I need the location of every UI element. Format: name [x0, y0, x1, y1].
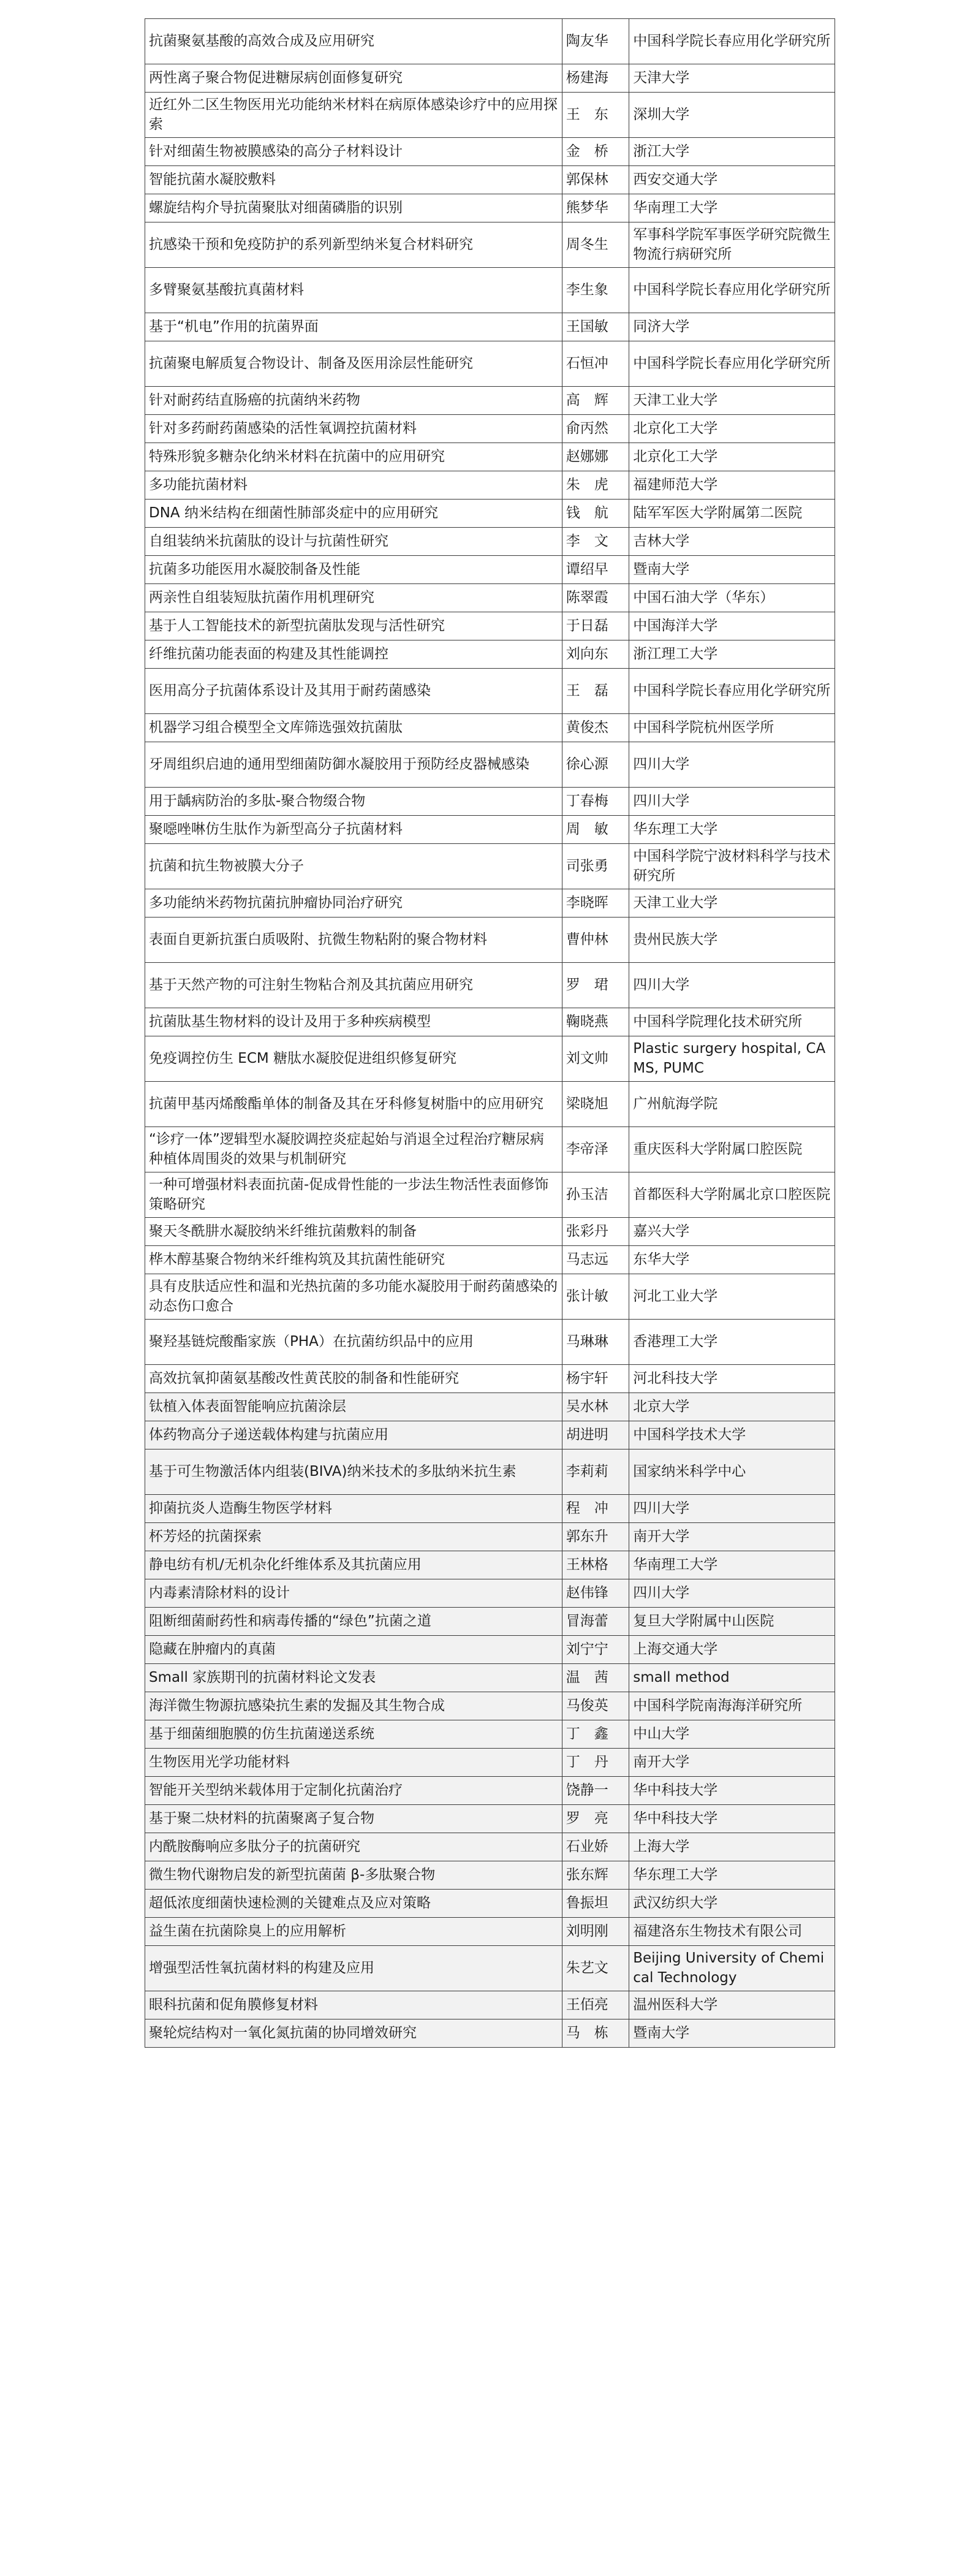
row-institution: 福建洛东生物技术有限公司 — [629, 1918, 835, 1946]
row-title: 免疫调控仿生 ECM 糖肽水凝胶促进组织修复研究 — [145, 1036, 562, 1082]
row-author: 李帝泽 — [562, 1127, 629, 1172]
row-institution: 中山大学 — [629, 1720, 835, 1749]
row-title: 抗菌聚电解质复合物设计、制备及医用涂层性能研究 — [145, 341, 562, 387]
row-title: 一种可增强材料表面抗菌-促成骨性能的一步法生物活性表面修饰策略研究 — [145, 1172, 562, 1218]
row-author: 程 冲 — [562, 1495, 629, 1523]
row-title: 多臂聚氨基酸抗真菌材料 — [145, 268, 562, 313]
row-author: 石恒冲 — [562, 341, 629, 387]
row-title: 增强型活性氧抗菌材料的构建及应用 — [145, 1946, 562, 1991]
row-author: 陶友华 — [562, 19, 629, 64]
table-row — [145, 1172, 835, 1218]
row-author: 李莉莉 — [562, 1449, 629, 1495]
row-author: 石业娇 — [562, 1833, 629, 1861]
table-row — [145, 1749, 835, 1777]
row-institution: 军事科学院军事医学研究院微生物流行病研究所 — [629, 222, 835, 268]
row-institution: 中国科学院宁波材料科学与技术研究所 — [629, 844, 835, 889]
row-author: 俞丙然 — [562, 415, 629, 443]
row-institution: 天津工业大学 — [629, 889, 835, 918]
table-row — [145, 1664, 835, 1692]
row-author: 温 茜 — [562, 1664, 629, 1692]
table-row — [145, 1008, 835, 1036]
row-institution: 中国科学院南海海洋研究所 — [629, 1692, 835, 1720]
table-row — [145, 918, 835, 963]
row-institution: 华中科技大学 — [629, 1777, 835, 1805]
row-author: 王林格 — [562, 1551, 629, 1579]
row-institution: 东华大学 — [629, 1246, 835, 1274]
table-row — [145, 528, 835, 556]
row-title: 阻断细菌耐药性和病毒传播的“绿色”抗菌之道 — [145, 1608, 562, 1636]
row-institution: 中国科学院长春应用化学研究所 — [629, 268, 835, 313]
table-row — [145, 556, 835, 584]
row-author: 郭东升 — [562, 1523, 629, 1551]
row-author: 刘文帅 — [562, 1036, 629, 1082]
table-row — [145, 963, 835, 1008]
table-row — [145, 640, 835, 669]
row-institution: 南开大学 — [629, 1749, 835, 1777]
row-author: 罗 珺 — [562, 963, 629, 1008]
table-row — [145, 1218, 835, 1246]
row-author: 刘向东 — [562, 640, 629, 669]
row-institution: 陆军军医大学附属第二医院 — [629, 500, 835, 528]
row-author: 曹仲林 — [562, 918, 629, 963]
row-institution: 浙江大学 — [629, 138, 835, 166]
table-row — [145, 93, 835, 138]
row-institution: 暨南大学 — [629, 2019, 835, 2048]
row-author: 谭绍早 — [562, 556, 629, 584]
row-author: 赵娜娜 — [562, 443, 629, 471]
table-row — [145, 471, 835, 500]
row-author: 张计敏 — [562, 1274, 629, 1320]
row-author: 杨建海 — [562, 64, 629, 93]
row-author: 冒海蕾 — [562, 1608, 629, 1636]
row-institution: 四川大学 — [629, 742, 835, 788]
table-row — [145, 1720, 835, 1749]
row-institution: 天津工业大学 — [629, 387, 835, 415]
row-title: DNA 纳米结构在细菌性肺部炎症中的应用研究 — [145, 500, 562, 528]
row-institution: Plastic surgery hospital, CAMS, PUMC — [629, 1036, 835, 1082]
row-institution: 四川大学 — [629, 1495, 835, 1523]
row-institution: 华东理工大学 — [629, 1861, 835, 1890]
row-institution: 四川大学 — [629, 1579, 835, 1608]
row-institution: 福建师范大学 — [629, 471, 835, 500]
row-title: 聚羟基链烷酸酯家族（PHA）在抗菌纺织品中的应用 — [145, 1320, 562, 1365]
row-institution: 重庆医科大学附属口腔医院 — [629, 1127, 835, 1172]
row-author: 金 桥 — [562, 138, 629, 166]
row-author: 马俊英 — [562, 1692, 629, 1720]
row-author: 周 敏 — [562, 816, 629, 844]
row-institution: 上海大学 — [629, 1833, 835, 1861]
table-body — [145, 19, 835, 2048]
table-row — [145, 1946, 835, 1991]
row-institution: 上海交通大学 — [629, 1636, 835, 1664]
row-institution: 天津大学 — [629, 64, 835, 93]
row-author: 熊梦华 — [562, 194, 629, 222]
row-author: 李晓晖 — [562, 889, 629, 918]
row-institution: 华东理工大学 — [629, 816, 835, 844]
table-row — [145, 714, 835, 742]
table-row — [145, 64, 835, 93]
row-author: 于日磊 — [562, 612, 629, 640]
row-title: “诊疗一体”逻辑型水凝胶调控炎症起始与消退全过程治疗糖尿病种植体周围炎的效果与机制研究 — [145, 1127, 562, 1172]
table-row — [145, 1393, 835, 1421]
row-title: 基于“机电”作用的抗菌界面 — [145, 313, 562, 341]
row-title: 抗菌肽基生物材料的设计及用于多种疾病模型 — [145, 1008, 562, 1036]
table-row — [145, 443, 835, 471]
row-author: 王佰亮 — [562, 1991, 629, 2019]
table-row — [145, 584, 835, 612]
row-title: 智能开关型纳米载体用于定制化抗菌治疗 — [145, 1777, 562, 1805]
row-institution: 浙江理工大学 — [629, 640, 835, 669]
row-institution: Beijing University of Chemical Technology — [629, 1946, 835, 1991]
row-institution: 复旦大学附属中山医院 — [629, 1608, 835, 1636]
row-title: 内毒素清除材料的设计 — [145, 1579, 562, 1608]
row-title: 多功能抗菌材料 — [145, 471, 562, 500]
table-row — [145, 1246, 835, 1274]
table-row — [145, 1127, 835, 1172]
row-title: 特殊形貌多糖杂化纳米材料在抗菌中的应用研究 — [145, 443, 562, 471]
row-title: 针对细菌生物被膜感染的高分子材料设计 — [145, 138, 562, 166]
row-title: 益生菌在抗菌除臭上的应用解析 — [145, 1918, 562, 1946]
row-author: 徐心源 — [562, 742, 629, 788]
table-row — [145, 1449, 835, 1495]
row-author: 马 栋 — [562, 2019, 629, 2048]
table-row — [145, 341, 835, 387]
row-author: 鲁振坦 — [562, 1890, 629, 1918]
row-title: 基于聚二炔材料的抗菌聚离子复合物 — [145, 1805, 562, 1833]
row-institution: 嘉兴大学 — [629, 1218, 835, 1246]
row-author: 马志远 — [562, 1246, 629, 1274]
table-row — [145, 268, 835, 313]
row-institution: small method — [629, 1664, 835, 1692]
row-title: 纤维抗菌功能表面的构建及其性能调控 — [145, 640, 562, 669]
row-author: 孙玉洁 — [562, 1172, 629, 1218]
row-title: 生物医用光学功能材料 — [145, 1749, 562, 1777]
row-author: 吴水林 — [562, 1393, 629, 1421]
table-row — [145, 500, 835, 528]
row-title: 抗感染干预和免疫防护的系列新型纳米复合材料研究 — [145, 222, 562, 268]
row-author: 丁 鑫 — [562, 1720, 629, 1749]
presentation-table — [145, 18, 835, 2048]
row-title: 基于天然产物的可注射生物粘合剂及其抗菌应用研究 — [145, 963, 562, 1008]
table-row — [145, 2019, 835, 2048]
row-institution: 暨南大学 — [629, 556, 835, 584]
row-title: 近红外二区生物医用光功能纳米材料在病原体感染诊疗中的应用探索 — [145, 93, 562, 138]
row-title: 针对多药耐药菌感染的活性氧调控抗菌材料 — [145, 415, 562, 443]
row-institution: 国家纳米科学中心 — [629, 1449, 835, 1495]
row-title: 针对耐药结直肠癌的抗菌纳米药物 — [145, 387, 562, 415]
row-author: 朱 虎 — [562, 471, 629, 500]
row-title: 海洋微生物源抗感染抗生素的发掘及其生物合成 — [145, 1692, 562, 1720]
row-author: 罗 亮 — [562, 1805, 629, 1833]
table-row — [145, 1036, 835, 1082]
row-institution: 南开大学 — [629, 1523, 835, 1551]
row-author: 丁春梅 — [562, 788, 629, 816]
row-author: 刘明刚 — [562, 1918, 629, 1946]
table-row — [145, 742, 835, 788]
row-author: 梁晓旭 — [562, 1082, 629, 1127]
row-author: 刘宁宁 — [562, 1636, 629, 1664]
row-title: 两性离子聚合物促进糖尿病创面修复研究 — [145, 64, 562, 93]
row-institution: 中国科学院理化技术研究所 — [629, 1008, 835, 1036]
row-institution: 北京化工大学 — [629, 415, 835, 443]
row-title: 微生物代谢物启发的新型抗菌菌 β-多肽聚合物 — [145, 1861, 562, 1890]
row-title: 聚天冬酰肼水凝胶纳米纤维抗菌敷料的制备 — [145, 1218, 562, 1246]
row-institution: 华中科技大学 — [629, 1805, 835, 1833]
table-row — [145, 415, 835, 443]
row-author: 饶静一 — [562, 1777, 629, 1805]
row-author: 钱 航 — [562, 500, 629, 528]
row-title: 聚噁唑啉仿生肽作为新型高分子抗菌材料 — [145, 816, 562, 844]
row-title: 两亲性自组装短肽抗菌作用机理研究 — [145, 584, 562, 612]
row-institution: 北京化工大学 — [629, 443, 835, 471]
row-title: 杯芳烃的抗菌探索 — [145, 1523, 562, 1551]
row-institution: 中国科学院杭州医学所 — [629, 714, 835, 742]
row-title: 钛植入体表面智能响应抗菌涂层 — [145, 1393, 562, 1421]
row-title: 抑菌抗炎人造酶生物医学材料 — [145, 1495, 562, 1523]
row-title: 隐藏在肿瘤内的真菌 — [145, 1636, 562, 1664]
table-row — [145, 788, 835, 816]
table-row — [145, 1636, 835, 1664]
row-title: 抗菌和抗生物被膜大分子 — [145, 844, 562, 889]
row-institution: 中国科学院长春应用化学研究所 — [629, 19, 835, 64]
row-title: Small 家族期刊的抗菌材料论文发表 — [145, 1664, 562, 1692]
row-institution: 温州医科大学 — [629, 1991, 835, 2019]
row-title: 高效抗氧抑菌氨基酸改性黄芪胶的制备和性能研究 — [145, 1365, 562, 1393]
table-row — [145, 1918, 835, 1946]
row-institution: 同济大学 — [629, 313, 835, 341]
table-row — [145, 1890, 835, 1918]
table-row — [145, 1421, 835, 1449]
row-institution: 中国科学院长春应用化学研究所 — [629, 341, 835, 387]
table-row — [145, 1320, 835, 1365]
table-row — [145, 844, 835, 889]
row-institution: 中国科学院长春应用化学研究所 — [629, 669, 835, 714]
row-author: 王 磊 — [562, 669, 629, 714]
table-row — [145, 1523, 835, 1551]
row-author: 高 辉 — [562, 387, 629, 415]
row-author: 张彩丹 — [562, 1218, 629, 1246]
table-row — [145, 816, 835, 844]
row-institution: 深圳大学 — [629, 93, 835, 138]
row-title: 螺旋结构介导抗菌聚肽对细菌磷脂的识别 — [145, 194, 562, 222]
table-row — [145, 1365, 835, 1393]
table-row — [145, 1551, 835, 1579]
row-institution: 西安交通大学 — [629, 166, 835, 194]
row-author: 赵伟锋 — [562, 1579, 629, 1608]
row-title: 医用高分子抗菌体系设计及其用于耐药菌感染 — [145, 669, 562, 714]
table-row — [145, 19, 835, 64]
table-row — [145, 1991, 835, 2019]
row-author: 马琳琳 — [562, 1320, 629, 1365]
row-author: 李生象 — [562, 268, 629, 313]
row-institution: 中国海洋大学 — [629, 612, 835, 640]
row-title: 基于可生物激活体内组装(BIVA)纳米技术的多肽纳米抗生素 — [145, 1449, 562, 1495]
table-row — [145, 1495, 835, 1523]
row-title: 抗菌甲基丙烯酸酯单体的制备及其在牙科修复树脂中的应用研究 — [145, 1082, 562, 1127]
row-author: 朱艺文 — [562, 1946, 629, 1991]
row-author: 郭保林 — [562, 166, 629, 194]
table-row — [145, 1082, 835, 1127]
row-title: 机器学习组合模型全文库筛选强效抗菌肽 — [145, 714, 562, 742]
row-author: 丁 丹 — [562, 1749, 629, 1777]
table-row — [145, 669, 835, 714]
row-institution: 华南理工大学 — [629, 1551, 835, 1579]
row-author: 王 东 — [562, 93, 629, 138]
row-title: 眼科抗菌和促角膜修复材料 — [145, 1991, 562, 2019]
row-title: 聚轮烷结构对一氧化氮抗菌的协同增效研究 — [145, 2019, 562, 2048]
table-row — [145, 166, 835, 194]
table-row — [145, 1608, 835, 1636]
row-title: 牙周组织启迪的通用型细菌防御水凝胶用于预防经皮器械感染 — [145, 742, 562, 788]
row-author: 杨宇轩 — [562, 1365, 629, 1393]
row-title: 用于龋病防治的多肽-聚合物缀合物 — [145, 788, 562, 816]
row-author: 司张勇 — [562, 844, 629, 889]
row-institution: 中国石油大学（华东） — [629, 584, 835, 612]
row-institution: 四川大学 — [629, 788, 835, 816]
row-institution: 吉林大学 — [629, 528, 835, 556]
row-title: 自组装纳米抗菌肽的设计与抗菌性研究 — [145, 528, 562, 556]
row-title: 桦木醇基聚合物纳米纤维构筑及其抗菌性能研究 — [145, 1246, 562, 1274]
row-title: 表面自更新抗蛋白质吸附、抗微生物粘附的聚合物材料 — [145, 918, 562, 963]
row-institution: 香港理工大学 — [629, 1320, 835, 1365]
table-row — [145, 1861, 835, 1890]
row-title: 抗菌聚氨基酸的高效合成及应用研究 — [145, 19, 562, 64]
row-institution: 武汉纺织大学 — [629, 1890, 835, 1918]
row-author: 王国敏 — [562, 313, 629, 341]
table-row — [145, 1833, 835, 1861]
row-institution: 河北工业大学 — [629, 1274, 835, 1320]
table-row — [145, 1805, 835, 1833]
table-row — [145, 138, 835, 166]
row-institution: 首都医科大学附属北京口腔医院 — [629, 1172, 835, 1218]
row-author: 胡进明 — [562, 1421, 629, 1449]
row-title: 基于人工智能技术的新型抗菌肽发现与活性研究 — [145, 612, 562, 640]
row-title: 智能抗菌水凝胶敷料 — [145, 166, 562, 194]
table-row — [145, 222, 835, 268]
row-title: 体药物高分子递送载体构建与抗菌应用 — [145, 1421, 562, 1449]
row-institution: 四川大学 — [629, 963, 835, 1008]
row-title: 基于细菌细胞膜的仿生抗菌递送系统 — [145, 1720, 562, 1749]
table-row — [145, 1274, 835, 1320]
row-title: 抗菌多功能医用水凝胶制备及性能 — [145, 556, 562, 584]
row-title: 内酰胺酶响应多肽分子的抗菌研究 — [145, 1833, 562, 1861]
row-institution: 华南理工大学 — [629, 194, 835, 222]
row-institution: 中国科学技术大学 — [629, 1421, 835, 1449]
table-row — [145, 1777, 835, 1805]
row-author: 黄俊杰 — [562, 714, 629, 742]
table-row — [145, 889, 835, 918]
row-author: 陈翠霞 — [562, 584, 629, 612]
table-row — [145, 612, 835, 640]
table-row — [145, 313, 835, 341]
row-title: 静电纺有机/无机杂化纤维体系及其抗菌应用 — [145, 1551, 562, 1579]
row-author: 鞠晓燕 — [562, 1008, 629, 1036]
table-row — [145, 1692, 835, 1720]
row-title: 具有皮肤适应性和温和光热抗菌的多功能水凝胶用于耐药菌感染的动态伤口愈合 — [145, 1274, 562, 1320]
row-author: 张东辉 — [562, 1861, 629, 1890]
row-author: 李 文 — [562, 528, 629, 556]
row-institution: 河北科技大学 — [629, 1365, 835, 1393]
row-title: 多功能纳米药物抗菌抗肿瘤协同治疗研究 — [145, 889, 562, 918]
row-institution: 广州航海学院 — [629, 1082, 835, 1127]
row-title: 超低浓度细菌快速检测的关键难点及应对策略 — [145, 1890, 562, 1918]
row-institution: 贵州民族大学 — [629, 918, 835, 963]
row-institution: 北京大学 — [629, 1393, 835, 1421]
row-author: 周冬生 — [562, 222, 629, 268]
table-row — [145, 387, 835, 415]
table-row — [145, 1579, 835, 1608]
table-row — [145, 194, 835, 222]
